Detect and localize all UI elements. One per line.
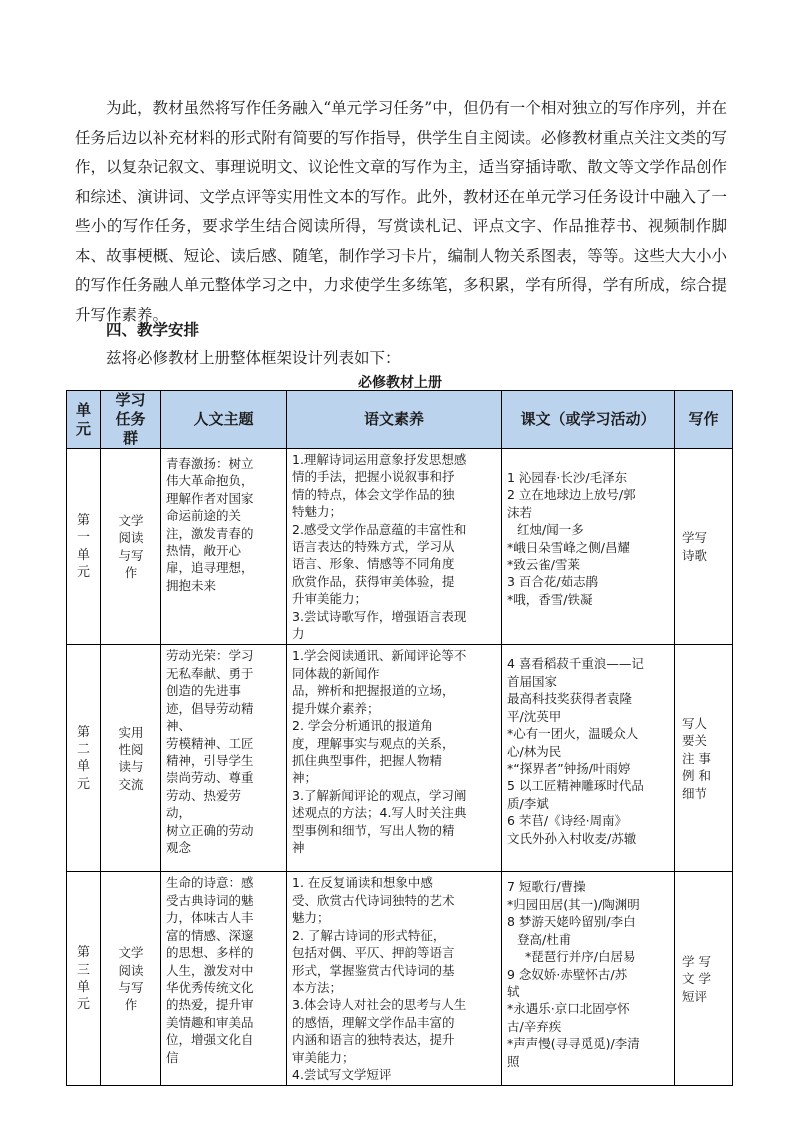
writing-cell: 学写 诗歌 [675, 449, 733, 645]
table-title: 必修教材上册 [358, 375, 442, 391]
header-task-group: 学习 任务 群 [101, 391, 161, 449]
header-language-literacy: 语文素养 [287, 391, 502, 449]
table-row [67, 872, 733, 1086]
task-group-cell: 文学 阅读 与写 作 [101, 449, 161, 645]
literacy-cell: 1.理解诗词运用意象抒发思想感 情的手法，把握小说叙事和抒 情的特点，体会文学作品的独 特魅力； 2.感受文学作品意蕴的丰富性和 语言表达的特殊方式，学习从 语言、形象、情感等不同角度 欣赏作品，获得审美体验，提 升审美能力； 3.尝试诗歌写作，增强语言表现 力 [287, 449, 502, 645]
curriculum-table [66, 390, 733, 1086]
literacy-cell: 1.学会阅读通讯、新闻评论等不 同体裁的新闻作 品，辨析和把握报道的立场， 提升媒介素养； 2. 学会分析通讯的报道角 度，理解事实与观点的关系， 抓住典型事件，把握人物精 神； 3.了解新闻评论的观点，学习阐 述观点的方法；4.写人时关注典 型事例和细节，写出人物的精 神 [287, 645, 502, 872]
writing-cell: 写人 要关 注 事 例 和 细节 [675, 645, 733, 872]
unit-cell: 第 二 单 元 [67, 645, 101, 872]
theme-cell: 劳动光荣：学习 无私奉献、勇于 创造的先进事 迹，倡导劳动精 神、 劳模精神、工匠 精神，引导学生 崇尚劳动、尊重 劳动、热爱劳 动， 树立正确的劳动 观念 [161, 645, 287, 872]
unit-cell: 第 三 单 元 [67, 872, 101, 1086]
unit-cell: 第 一 单 元 [67, 449, 101, 645]
writing-cell: 学 写 文 学 短评 [675, 872, 733, 1086]
texts-cell: 4 喜看稻菽千重浪——记 首届国家 最高科技奖获得者袁隆 平/沈英甲 *心有一团火，温暖众人 心/林为民 *“探界者”钟扬/叶雨婷 5 以工匠精神雕琢时代品 质/李斌 6 芣苢/《诗经·周南》 文氏外孙入村收麦/苏辙 [502, 645, 675, 872]
task-group-cell: 文学 阅读 与写 作 [101, 872, 161, 1086]
header-texts: 课文（或学习活动） [502, 391, 675, 449]
theme-cell: 青春激扬：树立 伟大革命抱负， 理解作者对国家 命运前途的关 注，激发青春的 热情，敞开心 扉，追寻理想， 拥抱未来 [161, 449, 287, 645]
table-row [67, 645, 733, 872]
intro-line: 兹将必修教材上册整体框架设计列表如下： [106, 349, 401, 367]
texts-cell: 7 短歌行/曹操 *归园田居(其一)/陶渊明 8 梦游天姥吟留别/李白 登高/杜甫 *琵琶行并序/白居易 9 念奴娇·赤壁怀古/苏 轼 *永遇乐·京口北固亭怀 古/辛弃疾 *声声慢(寻寻觅觅)/李清 照 [502, 872, 675, 1086]
task-group-cell: 实用 性阅 读与 交流 [101, 645, 161, 872]
header-humanistic-theme: 人文主题 [161, 391, 287, 449]
table-header-row [67, 391, 733, 449]
theme-cell: 生命的诗意：感 受古典诗词的魅 力，体味古人丰 富的情感、深邃 的思想、多样的 人生，激发对中 华优秀传统文化 的热爱，提升审 美情趣和审美品 位，增强文化自 信 [161, 872, 287, 1086]
table-row [67, 449, 733, 645]
literacy-cell: 1. 在反复诵读和想象中感 受、欣赏古代诗词独特的艺术 魅力； 2. 了解古诗词的形式特征， 包括对偶、平仄、押韵等语言 形式，掌握鉴赏古代诗词的基 本方法； 3.体会诗人对社会的思考与人生 的感悟，理解文学作品丰富的 内涵和语言的独特表达，提升 审美能力； 4.尝试写文学短评 [287, 872, 502, 1086]
section-heading: 四、教学安排 [106, 321, 200, 339]
header-writing: 写作 [675, 391, 733, 449]
header-unit: 单 元 [67, 391, 101, 449]
texts-cell: 1 沁园春·长沙/毛泽东 2 立在地球边上放号/郭 沫若 红烛/闻一多 *峨日朵雪峰之侧/昌耀 *致云雀/雪莱 3 百合花/茹志鹃 *哦，香雪/铁凝 [502, 449, 675, 645]
body-paragraph: 为此，教材虽然将写作任务融入“单元学习任务”中，但仍有一个相对独立的写作序列，并在任务后边以补充材料的形式附有简要的写作指导，供学生自主阅读。必修教材重点关注文类的写作，以复杂记叙文、事理说明文、议论性文章的写作为主，适当穿插诗歌、散文等文学作品创作和综述、演讲词、文学点评等实用性文本的写作。此外，教材还在单元学习任务设计中融入了一些小的写作任务，要求学生结合阅读所得，写赏读札记、评点文字、作品推荐书、视频制作脚本、故事梗概、短论、读后感、随笔，制作学习卡片，编制人物关系图表，等等。这些大大小小的写作任务融人单元整体学习之中，力求使学生多练笔，多积累，学有所得，学有所成，综合提升写作素养。 [75, 99, 727, 324]
